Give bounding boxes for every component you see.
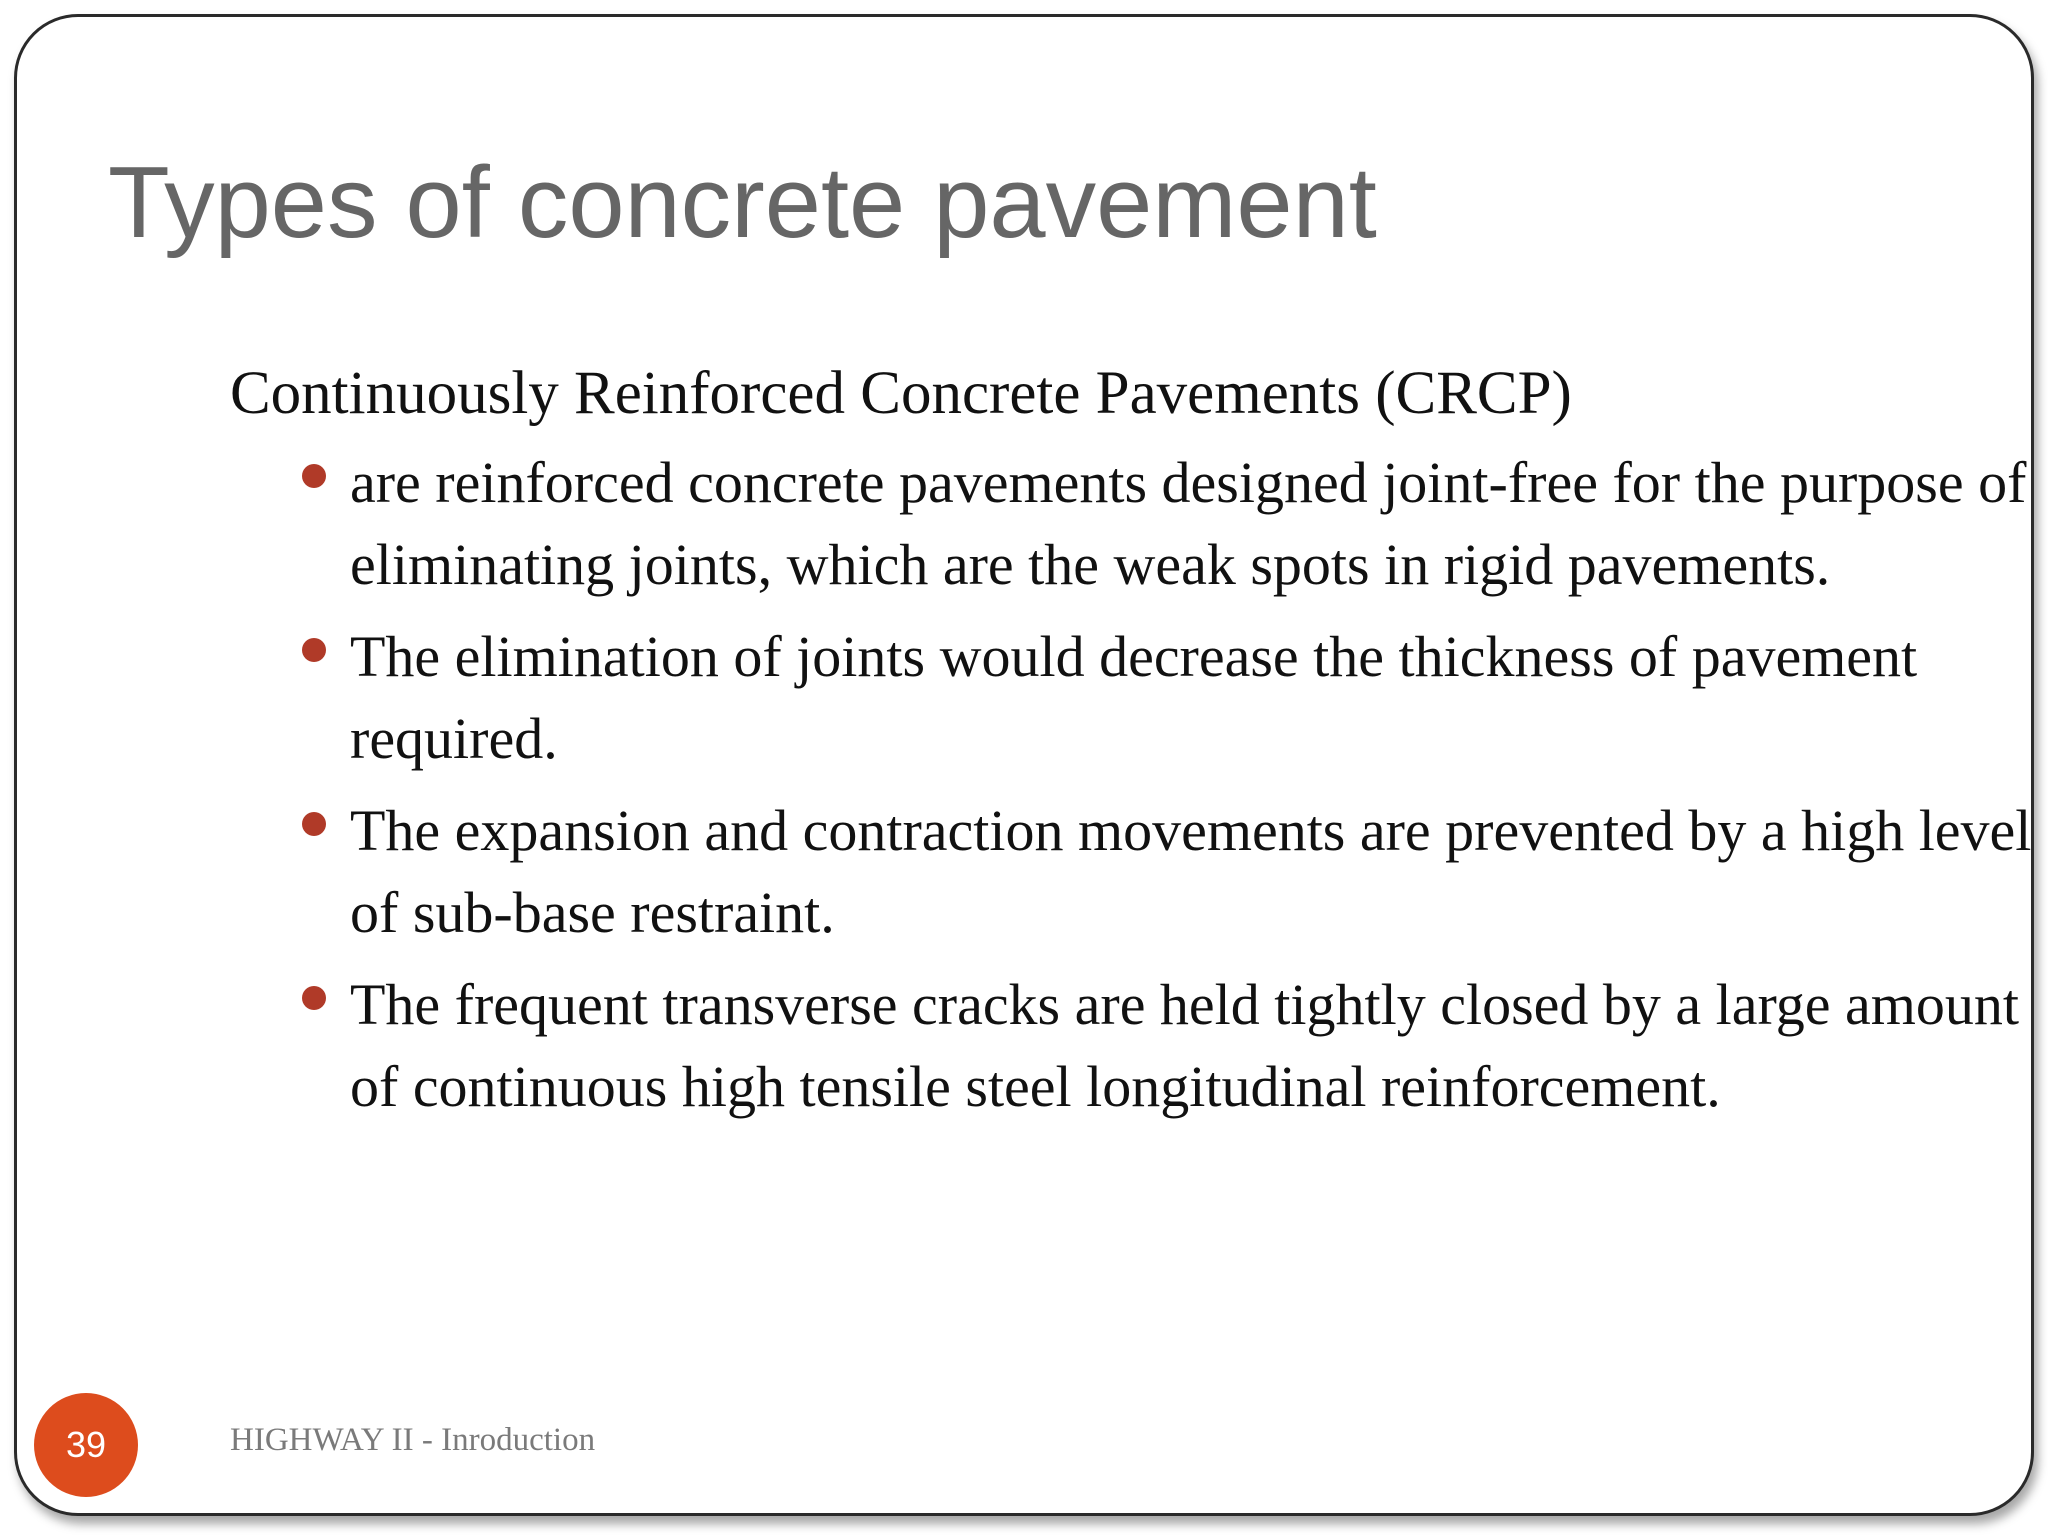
bullet-dot-icon xyxy=(302,812,326,836)
bullet-text: The elimination of joints would decrease the thickness of pavement required. xyxy=(350,624,1918,771)
bullet-dot-icon xyxy=(302,638,326,662)
page-number-badge xyxy=(34,1393,138,1497)
bullet-item xyxy=(350,616,2034,780)
bullet-text: The frequent transverse cracks are held tightly closed by a large amount of continuous high tensile steel longitudinal reinforcement. xyxy=(350,972,2020,1119)
bullet-item xyxy=(350,964,2034,1128)
bullet-dot-icon xyxy=(302,464,326,488)
footer-text: HIGHWAY II - Inroduction xyxy=(230,1422,596,1458)
bullet-text: are reinforced concrete pavements designed joint-free for the purpose of eliminating joints, which are the weak spots in rigid pavements. xyxy=(350,450,2027,597)
slide xyxy=(14,14,2034,1516)
bullet-list xyxy=(230,442,2032,1128)
bullet-item xyxy=(350,790,2034,954)
bullet-dot-icon xyxy=(302,986,326,1010)
slide-content xyxy=(230,352,2032,1138)
page-number: 39 xyxy=(65,1424,107,1465)
subheading: Continuously Reinforced Concrete Pavements (CRCP) xyxy=(230,360,1572,427)
bullet-text: The expansion and contraction movements are prevented by a high level of sub-base restraint. xyxy=(350,798,2032,945)
bullet-item xyxy=(350,442,2034,606)
slide-title: Types of concrete pavement xyxy=(108,147,1377,259)
